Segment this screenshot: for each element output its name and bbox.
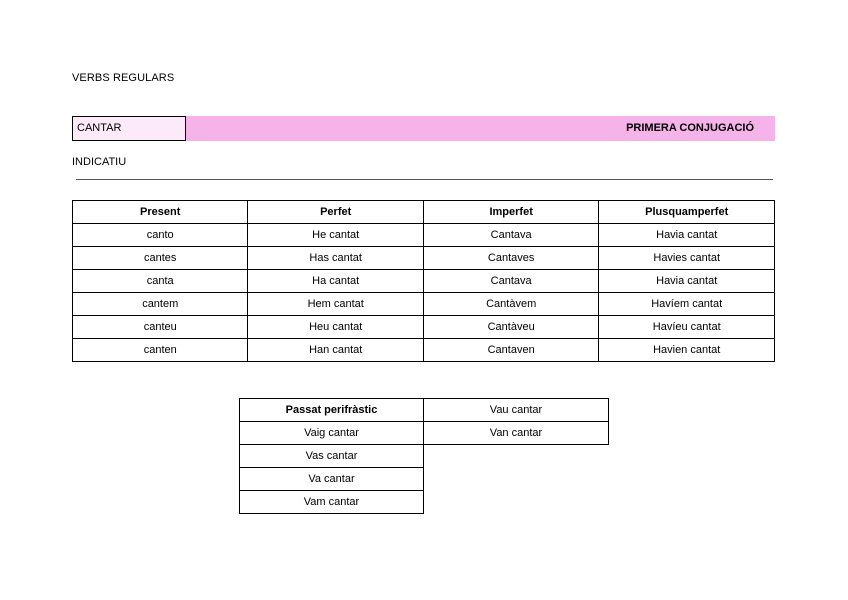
table-cell: Cantava bbox=[423, 270, 598, 293]
table-cell: Havia cantat bbox=[599, 270, 775, 293]
table-cell: Cantaven bbox=[423, 339, 598, 362]
perifrastic-table-left bbox=[239, 398, 424, 514]
table-cell: Van cantar bbox=[424, 422, 609, 445]
table-header-row bbox=[240, 399, 424, 422]
verb-name: CANTAR bbox=[77, 122, 122, 134]
header-present: Present bbox=[73, 201, 248, 224]
table-cell: canta bbox=[73, 270, 248, 293]
table-row bbox=[73, 247, 775, 270]
verb-name-box bbox=[72, 116, 186, 141]
table-row bbox=[73, 316, 775, 339]
indicative-tenses-table bbox=[72, 200, 775, 362]
table-cell: Vaig cantar bbox=[240, 422, 424, 445]
header-perfet: Perfet bbox=[248, 201, 423, 224]
table-row bbox=[73, 339, 775, 362]
table-row bbox=[73, 270, 775, 293]
table-cell: Vau cantar bbox=[424, 399, 609, 422]
table-cell: Vas cantar bbox=[240, 445, 424, 468]
table-row bbox=[240, 491, 424, 514]
header-plusquamperfet: Plusquamperfet bbox=[599, 201, 775, 224]
table-row bbox=[240, 468, 424, 491]
table-cell: Cantava bbox=[423, 224, 598, 247]
mood-label: INDICATIU bbox=[72, 156, 127, 168]
table-cell: Vam cantar bbox=[240, 491, 424, 514]
table-cell: cantem bbox=[73, 293, 248, 316]
table-cell: Havíeu cantat bbox=[599, 316, 775, 339]
table-cell: Cantàvem bbox=[423, 293, 598, 316]
table-cell: Havies cantat bbox=[599, 247, 775, 270]
perifrastic-table-right bbox=[423, 398, 609, 445]
table-row bbox=[424, 422, 609, 445]
table-header-row bbox=[73, 201, 775, 224]
table-cell: Cantàveu bbox=[423, 316, 598, 339]
table-cell: Heu cantat bbox=[248, 316, 423, 339]
table-row bbox=[424, 399, 609, 422]
table-cell: Cantaves bbox=[423, 247, 598, 270]
table-row bbox=[73, 293, 775, 316]
header-imperfet: Imperfet bbox=[423, 201, 598, 224]
table-cell: Havia cantat bbox=[599, 224, 775, 247]
table-cell: canto bbox=[73, 224, 248, 247]
table-cell: Hem cantat bbox=[248, 293, 423, 316]
table-cell: Ha cantat bbox=[248, 270, 423, 293]
table-cell: Havíem cantat bbox=[599, 293, 775, 316]
table-row bbox=[240, 422, 424, 445]
table-cell: Va cantar bbox=[240, 468, 424, 491]
table-cell: Han cantat bbox=[248, 339, 423, 362]
header-passat-perifrastic: Passat perifràstic bbox=[240, 399, 424, 422]
conjugation-label: PRIMERA CONJUGACIÓ bbox=[626, 122, 754, 134]
section-divider bbox=[76, 179, 773, 180]
table-row bbox=[240, 445, 424, 468]
document-title: VERBS REGULARS bbox=[72, 72, 175, 84]
table-cell: He cantat bbox=[248, 224, 423, 247]
table-cell: cantes bbox=[73, 247, 248, 270]
table-cell: canteu bbox=[73, 316, 248, 339]
table-row bbox=[73, 224, 775, 247]
table-cell: canten bbox=[73, 339, 248, 362]
table-cell: Has cantat bbox=[248, 247, 423, 270]
table-cell: Havien cantat bbox=[599, 339, 775, 362]
